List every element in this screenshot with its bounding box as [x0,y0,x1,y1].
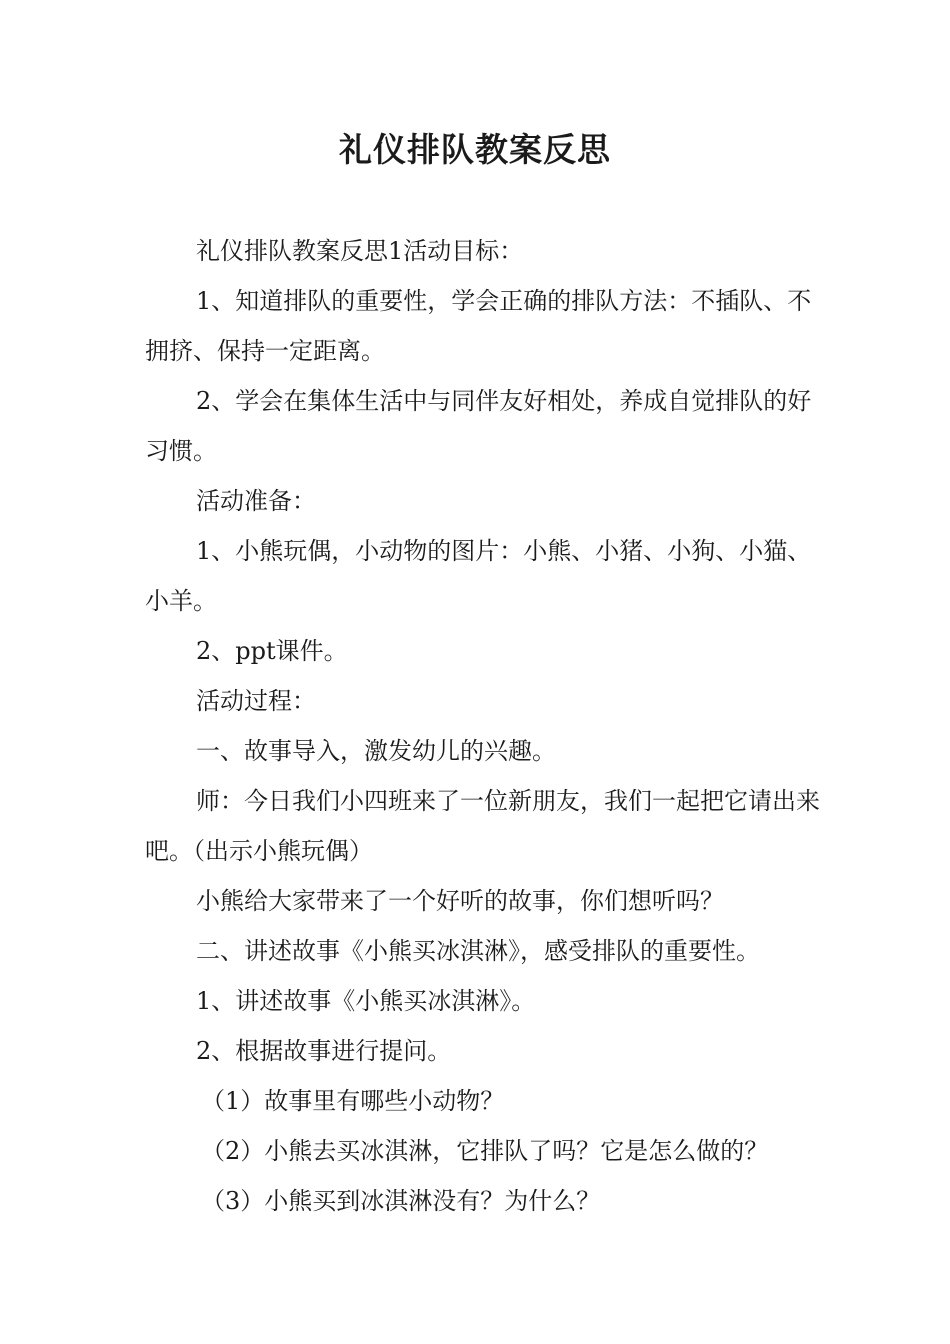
paragraph: 2、ppt课件。 [196,637,348,665]
paragraph: （1）故事里有哪些小动物？ [201,1087,505,1115]
paragraph: 二、讲述故事《小熊买冰淇淋》，感受排队的重要性。 [196,937,760,965]
document-title: 礼仪排队教案反思 [339,130,611,169]
paragraph: （2）小熊去买冰淇淋，它排队了吗？它是怎么做的？ [201,1137,769,1165]
paragraph: 1、小熊玩偶，小动物的图片：小熊、小猪、小狗、小猫、小羊。 [145,537,812,615]
paragraph: 1、讲述故事《小熊买冰淇淋》。 [196,987,536,1015]
paragraph: 1、知道排队的重要性，学会正确的排队方法：不插队、不拥挤、保持一定距离。 [145,287,812,365]
paragraph: 2、学会在集体生活中与同伴友好相处，养成自觉排队的好习惯。 [145,387,812,465]
paragraph: 一、故事导入，激发幼儿的兴趣。 [196,737,556,765]
paragraph: 礼仪排队教案反思1活动目标： [196,237,524,265]
paragraph: 活动过程： [196,687,316,715]
paragraph: 小熊给大家带来了一个好听的故事，你们想听吗？ [196,887,724,915]
document-body [145,226,825,1226]
paragraph: （3）小熊买到冰淇淋没有？为什么？ [201,1187,601,1215]
paragraph: 2、根据故事进行提问。 [196,1037,452,1065]
paragraph: 活动准备： [196,487,316,515]
paragraph: 师：今日我们小四班来了一位新朋友，我们一起把它请出来吧。（出示小熊玩偶） [145,787,820,865]
